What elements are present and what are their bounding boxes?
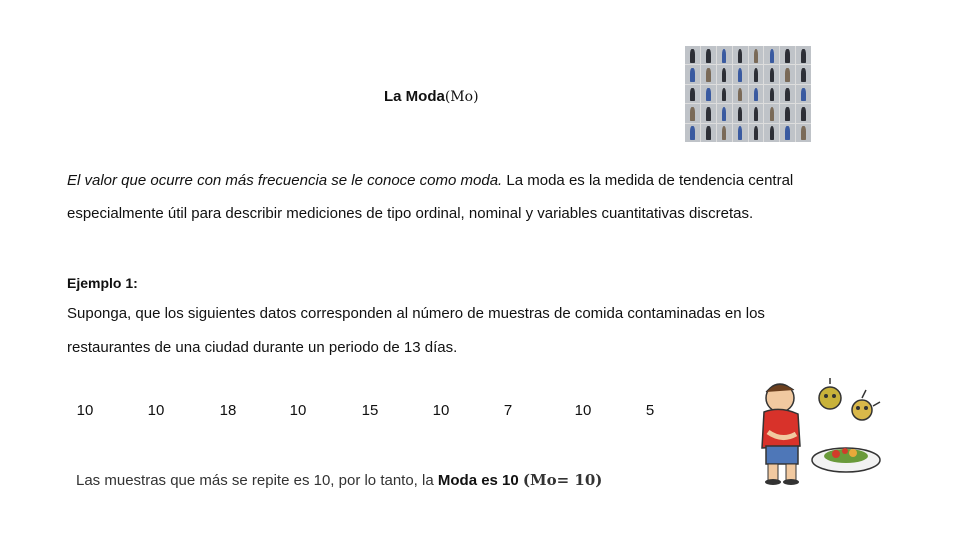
data-value: 10 xyxy=(432,402,450,419)
example-line-1: Suponga, que los siguientes datos corresponden al número de muestras de comida contaminadas en los xyxy=(67,305,765,322)
example-heading: Ejemplo 1: xyxy=(67,275,138,291)
data-value: 7 xyxy=(503,402,513,419)
sick-person-illustration xyxy=(738,376,898,486)
definition-line-1 xyxy=(67,172,793,189)
fashion-photo-grid xyxy=(685,46,811,142)
definition-italic: El valor que ocurre con más frecuencia se le conoce como moda. xyxy=(67,172,503,189)
title-abbr: (Mo) xyxy=(444,89,479,105)
title-main: La Moda xyxy=(384,88,445,105)
data-value: 10 xyxy=(76,402,94,419)
data-value: 10 xyxy=(147,402,165,419)
data-value: 18 xyxy=(219,402,237,419)
data-value: 5 xyxy=(645,402,655,419)
conclusion-mo: (Mo= 10) xyxy=(522,471,603,489)
conclusion xyxy=(76,471,602,489)
page-title xyxy=(384,88,479,105)
data-value: 10 xyxy=(289,402,307,419)
conclusion-bold: Moda es 10 xyxy=(437,472,523,489)
data-value: 10 xyxy=(574,402,592,419)
conclusion-text: Las muestras que más se repite es 10, por lo tanto, la xyxy=(76,472,438,489)
definition-rest: La moda es la medida de tendencia central xyxy=(502,172,794,189)
data-value: 15 xyxy=(361,402,379,419)
example-line-2: restaurantes de una ciudad durante un periodo de 13 días. xyxy=(67,339,458,356)
definition-line-2: especialmente útil para describir mediciones de tipo ordinal, nominal y variables cuantitativas discretas. xyxy=(67,205,754,222)
